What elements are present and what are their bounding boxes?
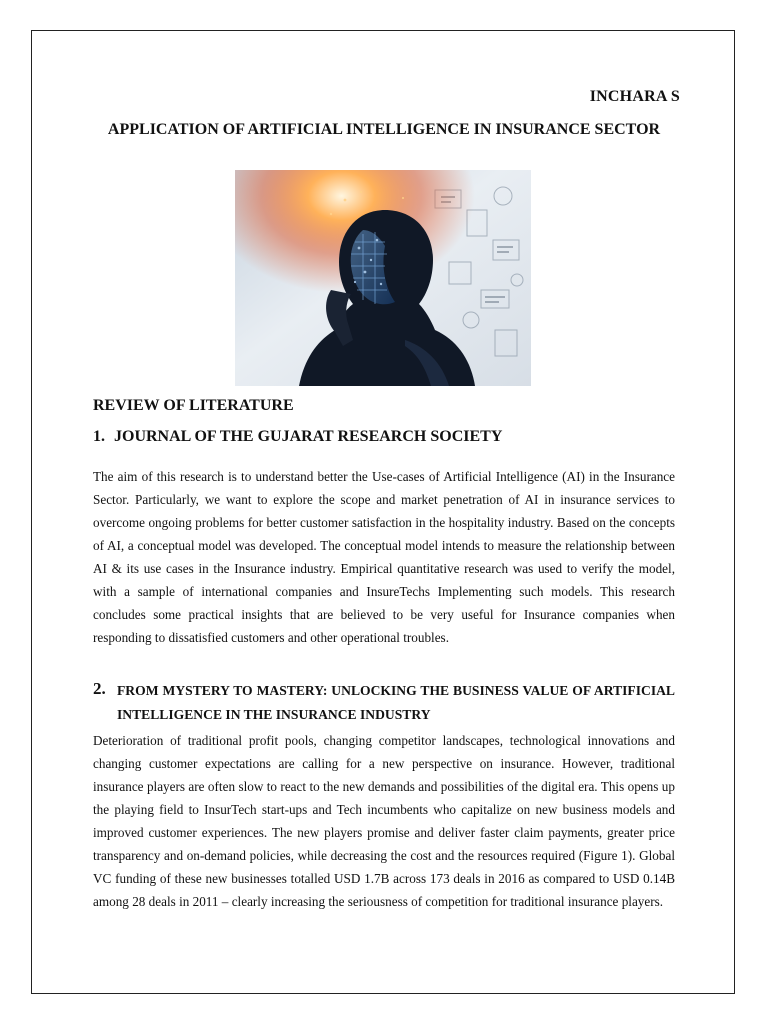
section-1-paragraph: The aim of this research is to understand better the Use-cases of Artificial Intelligence (AI) in the Insurance Sector. Particularly, we want to explore the scope and market penetration of AI in insurance services to overcome ongoing problems for better customer satisfaction in the hospitality industry. Based on the concepts of AI, a conceptual model was developed. The conceptual model intends to measure the relationship between AI & its use cases in the Insurance industry. Empirical quantitative research was used to verify the model, with a sample of international companies and InsureTechs Implementing such models. This research concludes some practical insights that are believed to be very useful for Insurance companies when responding to dissatisfied customers and other operational troubles. xyxy=(93,469,675,645)
section-2-heading xyxy=(93,679,675,727)
section-1-heading xyxy=(93,428,502,446)
author-name: INCHARA S xyxy=(589,88,680,105)
section-1-number: 1. xyxy=(93,428,105,445)
review-of-literature-heading: REVIEW OF LITERATURE xyxy=(93,397,294,414)
section-2-paragraph: Deterioration of traditional profit pools, changing competitor landscapes, technological innovations and changing customer expectations are calling for a new perspective on insurance. However, traditional insurance players are often slow to react to the new demands and possibilities of the digital era. This opens up the playing field to InsurTech start-ups and Tech incumbents who capitalize on new business models and improved customer experiences. The new players promise and deliver faster claim payments, greater price transparency and on-demand policies, while decreasing the cost and the resources required (Figure 1). Global VC funding of these new businesses totalled USD 1.7B across 173 deals in 2016 as compared to USD 0.14B among 28 deals in 2011 – clearly increasing the seriousness of competition for traditional insurance players. xyxy=(93,733,675,909)
ai-hologram-image xyxy=(235,170,531,386)
section-2-number: 2. xyxy=(93,679,106,698)
section-2-title: FROM MYSTERY TO MASTERY: UNLOCKING THE BUSINESS VALUE OF ARTIFICIAL INTELLIGENCE IN THE INSURANCE INDUSTRY xyxy=(117,683,675,722)
ai-face-hologram-photo-icon xyxy=(235,170,531,386)
document-title: APPLICATION OF ARTIFICIAL INTELLIGENCE IN INSURANCE SECTOR xyxy=(107,121,661,138)
section-1-title: JOURNAL OF THE GUJARAT RESEARCH SOCIETY xyxy=(114,428,503,445)
